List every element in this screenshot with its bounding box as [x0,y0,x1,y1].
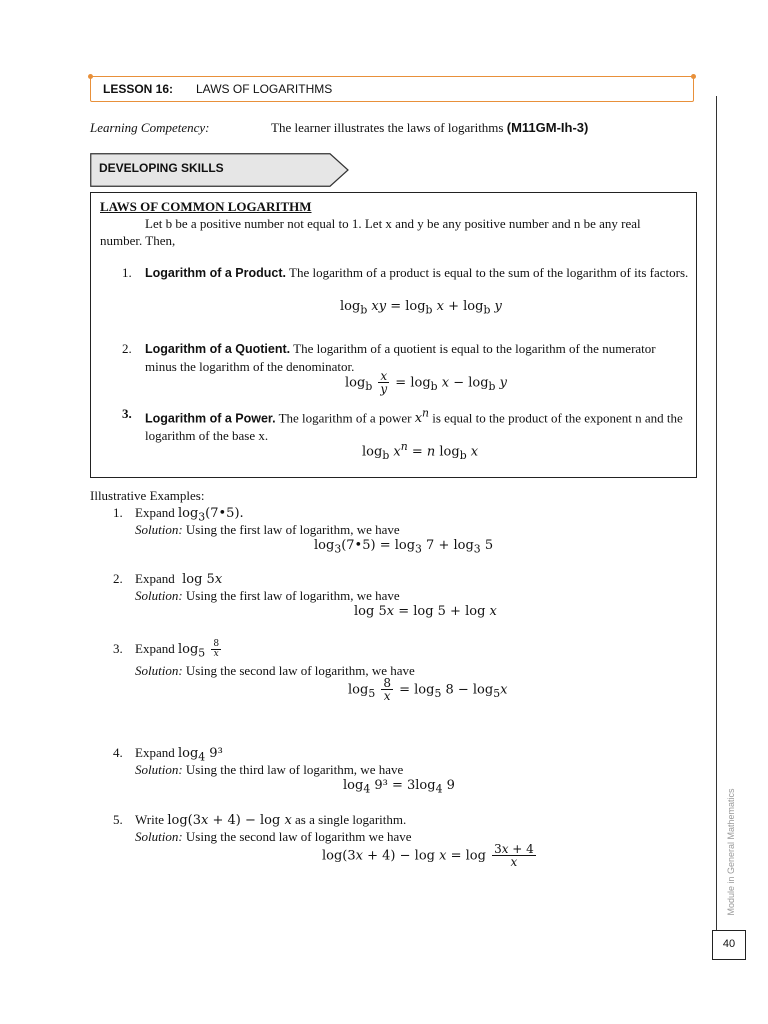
module-side-label: Module in General Mathematics [726,788,736,916]
solution-text: Using the third law of logarithm, we have [185,762,404,777]
corner-dot [691,74,696,79]
example-number: 5. [113,812,123,827]
law-name: Logarithm of a Power. [145,411,276,426]
solution-text: Using the second law of logarithm, we have [185,663,415,678]
lesson-title: LAWS OF LOGARITHMS [196,82,333,96]
competency-text: The learner illustrates the laws of logarithms [271,120,504,135]
law-description-cont: is equal to the product of the exponent n and the logarithm of the base x. [145,410,683,444]
solution-text: Using the first law of logarithm, we have [185,522,400,537]
example-prompt: Write [135,812,165,827]
example-number: 2. [113,571,123,586]
corner-dot [88,74,93,79]
solution-text: Using the first law of logarithm, we have [185,588,400,603]
formula-quotient: $\log_b$ $\frac{x}{y}$ = $\log_b x - \log_b y$ [345,369,507,396]
lesson-label: LESSON 16: [103,82,174,96]
formula-product: $\log_b$ xy = $\log_b x + \log_b y$ [340,299,502,317]
solution-label: Solution: [135,522,183,537]
example-prompt-tail: as a single logarithm. [295,812,407,827]
law-description: The logarithm of a product is equal to the sum of the logarithm of its factors. [289,265,689,280]
page-number: 40 [712,930,746,960]
solution-label: Solution: [135,588,183,603]
solution-text: Using the second law of logarithm we have [185,829,412,844]
laws-intro: Let b be a positive number not equal to 1. Let x and y be any positive number and n be any real number. Then, [100,216,641,248]
example-prompt: Expand [135,745,175,760]
example-prompt: Expand [135,641,175,656]
law-number: 2. [122,341,132,356]
solution-label: Solution: [135,762,183,777]
law-description: The logarithm of a power [278,410,412,426]
example-prompt: Expand [135,505,175,520]
banner-title: DEVELOPING SKILLS [99,161,224,175]
example-formula: log(3x + 4) − log x = log $\frac{3x + 4}{x}$ [322,842,534,869]
solution-label: Solution: [135,663,183,678]
competency-label: Learning Competency: [90,120,210,135]
example-formula: $\log_3(7•5) = \log_3 7 + \log_3 5$ [314,538,494,556]
law-name: Logarithm of a Quotient. [145,342,291,356]
laws-title: LAWS OF COMMON LOGARITHM [100,199,312,214]
lesson-header [90,76,694,102]
law-name: Logarithm of a Product. [145,266,286,280]
formula-power: $\log_b x^n = n$ $\log_b x$ [362,440,479,462]
example-number: 3. [113,641,123,656]
example-formula: $\log_4 9^3 = 3\log_4$ 9 [343,778,455,796]
solution-label: Solution: [135,829,183,844]
competency-code: (M11GM-Ih-3) [506,120,589,135]
examples-heading: Illustrative Examples: [90,488,205,503]
law-number: 1. [122,265,132,280]
law-description: The logarithm of a quotient is equal to the logarithm of the numerator minus the logarithm of the denominator. [145,341,656,374]
example-number: 4. [113,745,123,760]
law-number: 3. [122,406,132,421]
example-number: 1. [113,505,123,520]
example-formula: $\log_5$ $\frac{8}{x}$ = $\log_5 8 - \log_5x$ [348,676,508,703]
competency-statement [271,120,588,136]
example-formula: log 5x = log 5 + log x [354,604,497,619]
margin-rule [716,96,717,930]
example-prompt: Expand [135,571,175,586]
